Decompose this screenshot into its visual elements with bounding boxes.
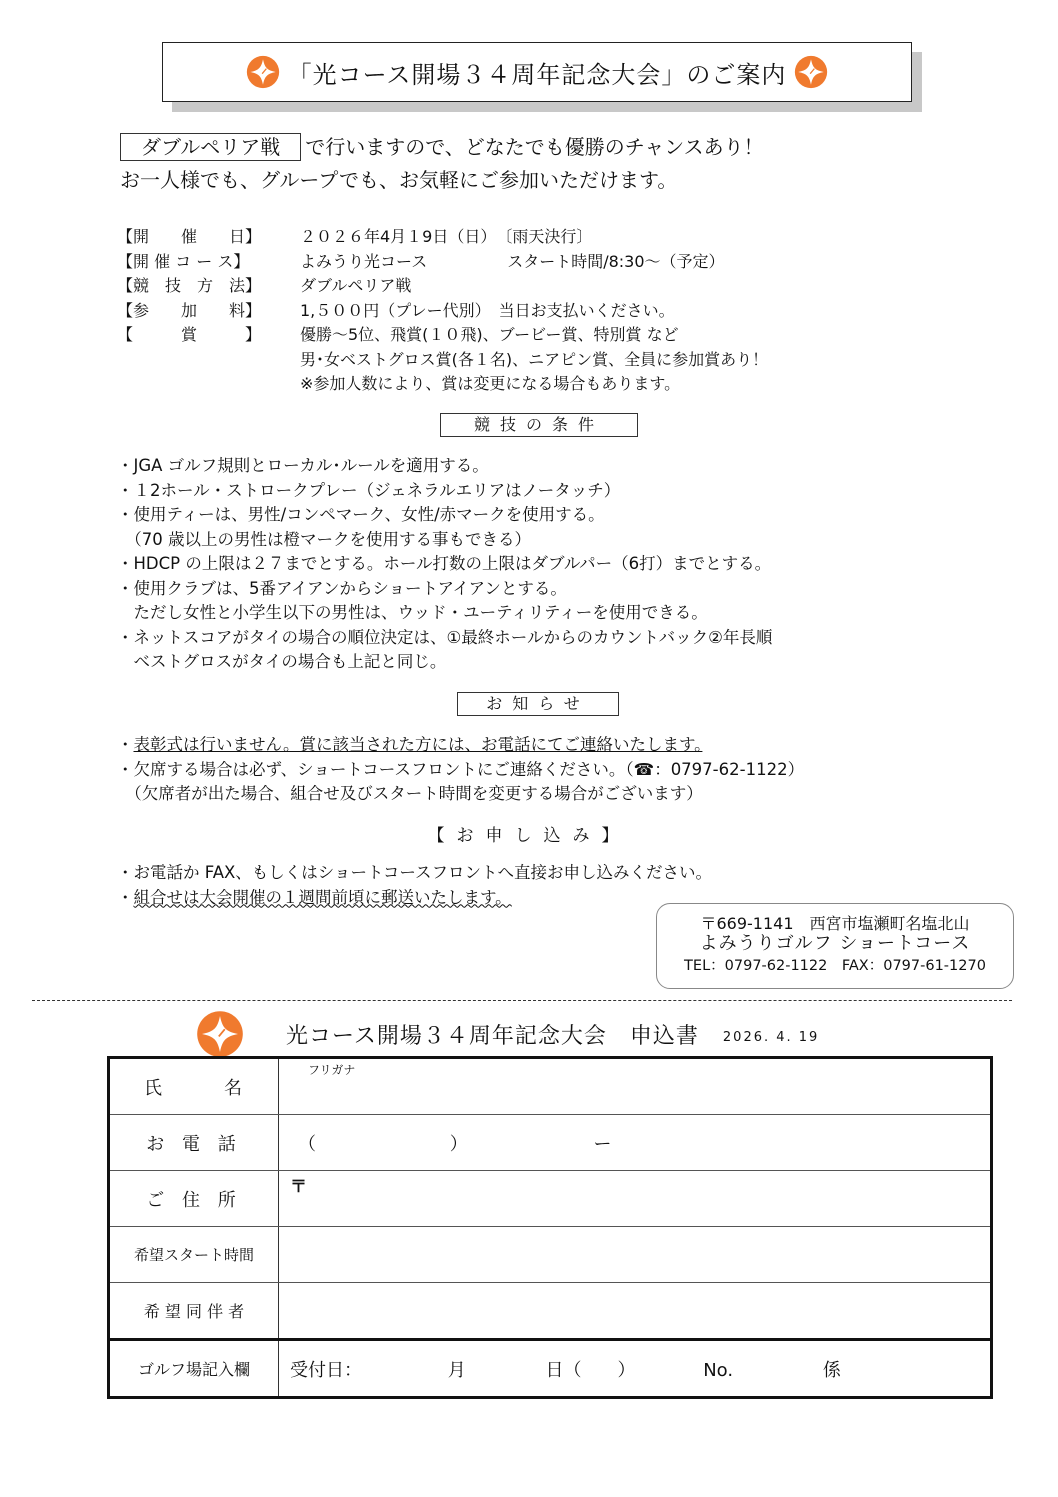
office-use-field: 受付日： 月 日（ ） No. 係: [279, 1340, 992, 1398]
list-item: ・JGA ゴルフ規則とローカル･ルールを適用する。: [117, 456, 489, 475]
intro-line-1: で行いますので、どなたでも優勝のチャンスあり！: [305, 135, 764, 159]
telephone-icon: ☎: [633, 759, 655, 779]
notice-heading: お知らせ: [457, 692, 619, 716]
address-name: よみうりゴルフ ショートコース: [699, 933, 971, 954]
companions-label: 希 望 同 伴 者: [109, 1283, 279, 1340]
conditions-list: [117, 454, 772, 675]
apply-list: [117, 861, 712, 910]
apply-heading: 【お申し込み】: [427, 826, 631, 846]
intro-line-2: お一人様でも、グループでも、お気軽にご参加いただけます。: [120, 168, 678, 192]
form-header: [196, 1010, 819, 1058]
list-item: ・ネットスコアがタイの場合の順位決定は、①最終ホールからのカウントバック②年長順: [117, 627, 773, 647]
detail-row: 男･女ベストグロス賞(各１名)、ニアピン賞、全員に参加賞あり！: [300, 349, 769, 369]
list-item: ベストグロスがタイの場合も上記と同じ。: [117, 652, 447, 671]
form-row-start-time: [109, 1227, 992, 1283]
intro: [120, 131, 764, 197]
address-field[interactable]: [279, 1171, 992, 1227]
detail-row: 【 賞 】 優勝～5位、飛賞(１０飛)、ブービー賞、特別賞 など: [117, 325, 679, 344]
sparkle-logo-icon: [246, 55, 280, 89]
office-use-label: ゴルフ場記入欄: [109, 1340, 279, 1398]
list-item: ただし女性と小学生以下の男性は、ウッド・ユーティリティーを使用できる。: [117, 603, 708, 622]
list-item: ・１2ホール・ストロークプレー（ジェネラルエリアはノータッチ）: [117, 480, 621, 500]
detail-row: 【開 催 日】 ２０２６年4月１9日（日） 〔雨天決行〕: [117, 227, 593, 246]
sparkle-logo-icon: [196, 1010, 244, 1058]
page-title: 「光コース開場３４周年記念大会」のご案内: [287, 60, 787, 89]
form-date: 2026. 4. 19: [722, 1029, 820, 1045]
form-row-phone: [109, 1115, 992, 1171]
title-banner: [162, 42, 912, 102]
list-item: ・表彰式は行いません。賞に該当された方には、お電話にてご連絡いたします。: [117, 735, 703, 754]
address-postal: 〒669-1141 西宮市塩瀬町名塩北山: [700, 914, 970, 933]
address-contact: TEL：0797-62-1122 FAX：0797-61-1270: [684, 958, 986, 974]
name-field[interactable]: [279, 1058, 992, 1115]
address-label: ご 住 所: [109, 1171, 279, 1227]
list-item: （欠席者が出た場合、組合せ及びスタート時間を変更する場合がございます）: [117, 784, 703, 803]
phone-field[interactable]: （ ） ー: [279, 1115, 992, 1171]
list-item: ・お電話か FAX、もしくはショートコースフロントへ直接お申し込みください。: [117, 863, 712, 882]
detail-row: 【競 技 方 法】 ダブルペリア戦: [117, 276, 412, 295]
conditions-heading: 競技の条件: [440, 413, 638, 437]
detail-row: 【開 催 コ ー ス】 よみうり光コース スタート時間/8:30～（予定）: [117, 251, 725, 271]
phone-label: お 電 話: [109, 1115, 279, 1171]
furigana-hint: フリガナ: [308, 1063, 356, 1077]
form-row-companions: [109, 1283, 992, 1340]
cut-line-divider: [32, 1000, 1012, 1001]
form-title: 光コース開場３４周年記念大会 申込書: [286, 1023, 699, 1049]
notice-list: [117, 733, 804, 807]
list-item: ・使用クラブは、5番アイアンからショートアイアンとする。: [117, 578, 567, 598]
form-row-address: [109, 1171, 992, 1227]
detail-row: ※参加人数により、賞は変更になる場合もあります。: [300, 374, 681, 393]
start-time-label: 希望スタート時間: [109, 1227, 279, 1283]
form-row-office-use: [109, 1340, 992, 1398]
start-time-field[interactable]: [279, 1227, 992, 1283]
postal-mark: 〒: [290, 1177, 307, 1197]
list-item: （70 歳以上の男性は橙マークを使用する事もできる）: [117, 529, 531, 549]
companions-field[interactable]: [279, 1283, 992, 1340]
event-details: [117, 225, 768, 397]
list-item: ・使用ティーは、男性/コンペマーク、女性/赤マークを使用する。: [117, 505, 605, 524]
list-item: ・HDCP の上限は２７までとする。ホール打数の上限はダブルパー（6打）までとする。: [117, 554, 772, 573]
format-highlight: ダブルペリア戦: [120, 133, 301, 161]
sparkle-logo-icon: [794, 55, 828, 89]
name-label: 氏 名: [109, 1058, 279, 1115]
address-box: [656, 903, 1014, 989]
application-form: [107, 1056, 993, 1399]
form-row-name: [109, 1058, 992, 1115]
list-item: ・組合せは大会開催の１週間前頃に郵送いたします。: [117, 887, 512, 907]
detail-row: 【参 加 料】 1,５００円（プレー代別） 当日お支払いください。: [117, 300, 675, 320]
list-item: ・欠席する場合は必ず、ショートコースフロントにご連絡ください。（☎：0797-62-1122）: [117, 759, 805, 779]
